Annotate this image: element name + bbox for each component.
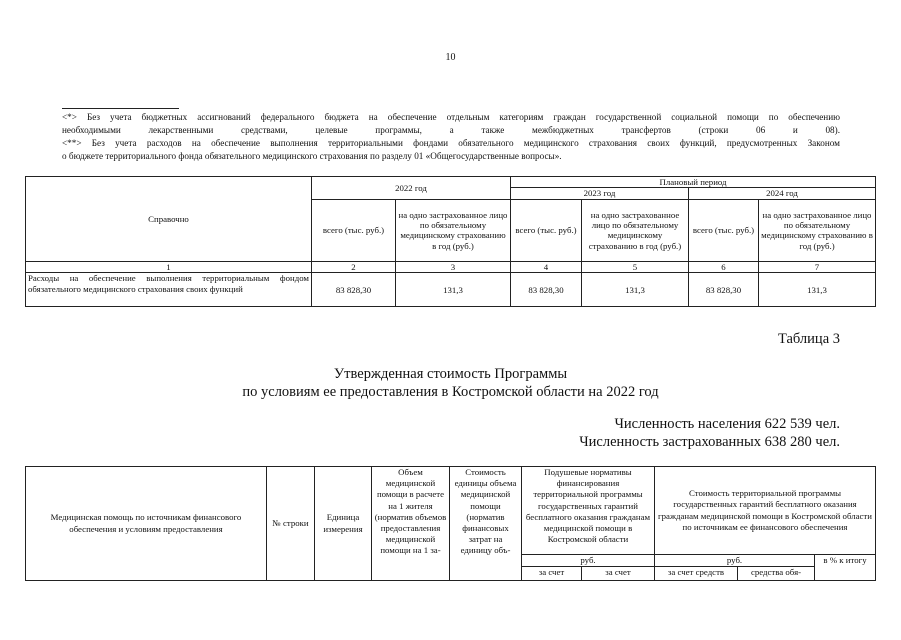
header-at-expense-funds: за счет средств — [655, 567, 738, 581]
ref-header-planned: Плановый период — [511, 177, 876, 188]
ref-col-number: 4 — [511, 261, 582, 272]
ref-header-label: Справочно — [26, 177, 312, 262]
ref-header-total-2022: всего (тыс. руб.) — [312, 199, 396, 261]
header-at-expense-1: за счет — [522, 567, 582, 581]
ref-cell-per-insured-2024: 131,3 — [759, 273, 876, 307]
footnote-2-line-2: о бюджете территориального фонда обязательного медицинского страхования по разделу 01 «Общегосударственные вопросы». — [62, 151, 562, 161]
page-number: 10 — [445, 52, 456, 63]
header-percent-total: в % к итогу — [815, 555, 876, 581]
ref-header-total-2023: всего (тыс. руб.) — [511, 199, 582, 261]
header-row-number: № строки — [267, 467, 315, 581]
ref-header-2024: 2024 год — [689, 188, 876, 199]
ref-col-number: 5 — [582, 261, 689, 272]
footnote-2-line-1: <**> Без учета расходов на обеспечение выполнения территориальными фондами обязательного медицинского страхования своих функций, предусмотренных Законом — [62, 138, 840, 148]
header-unit-cost: Стоимость единицы объема медицинской помощи (норматив финансовых затрат на единицу объ- — [450, 467, 522, 581]
footnote-1-line-2: необходимыми лекарственными средствами, целевые программы, а также межбюджетных трансфертов (строки 06 и 08). — [62, 125, 840, 135]
ref-header-total-2024: всего (тыс. руб.) — [689, 199, 759, 261]
header-per-capita-norms: Подушевые нормативы финансирования территориальной программы государственных гарантий бесплатного оказания гражданам медицинской помощи в Костромской области — [522, 467, 655, 555]
table-label: Таблица 3 — [777, 331, 840, 347]
header-volume: Объем медицинской помощи в расчете на 1 жителя (норматив объемов предоставления медицинской помощи на 1 за- — [372, 467, 450, 581]
program-cost-table — [25, 466, 876, 581]
ref-cell-per-insured-2022: 131,3 — [396, 273, 511, 307]
ref-row-label: Расходы на обеспечение выполнения территориальным фондом обязательного медицинского страхования своих функций — [26, 273, 312, 307]
ref-header-per-insured-2024: на одно застрахованное лицо по обязательному медицинскому страхованию в год (руб.) — [759, 199, 876, 261]
population-count: Численность населения 622 539 чел. — [614, 416, 840, 432]
ref-col-number: 1 — [26, 261, 312, 272]
ref-col-number: 3 — [396, 261, 511, 272]
ref-cell-total-2024: 83 828,30 — [689, 273, 759, 307]
ref-cell-total-2022: 83 828,30 — [312, 273, 396, 307]
reference-table — [25, 176, 876, 307]
ref-header-2022: 2022 год — [312, 177, 511, 200]
table-title-line-2: по условиям ее предоставления в Костромской области на 2022 год — [242, 384, 659, 400]
header-medical-care: Медицинская помощь по источникам финансового обеспечения и условиям предоставления — [26, 467, 267, 581]
header-at-expense-2: за счет — [582, 567, 655, 581]
header-funds-mandatory: средства обя- — [738, 567, 815, 581]
footnote-divider — [62, 108, 179, 109]
header-unit: Единица измерения — [315, 467, 372, 581]
insured-count: Численность застрахованных 638 280 чел. — [579, 434, 840, 450]
footnote-1-line-1: <*> Без учета бюджетных ассигнований федерального бюджета на обеспечение отдельным категориям граждан государственной социальной помощи по обеспечению — [62, 112, 840, 122]
ref-cell-total-2023: 83 828,30 — [511, 273, 582, 307]
ref-col-number: 7 — [759, 261, 876, 272]
header-program-cost: Стоимость территориальной программы государственных гарантий бесплатного оказания гражданам медицинской помощи в Костромской области по источникам ее финансового обеспечения — [655, 467, 876, 555]
header-rub-cost: руб. — [655, 555, 815, 567]
ref-header-per-insured-2023: на одно застрахованное лицо по обязательному медицинскому страхованию в год (руб.) — [582, 199, 689, 261]
ref-cell-per-insured-2023: 131,3 — [582, 273, 689, 307]
ref-header-2023: 2023 год — [511, 188, 689, 199]
table-title-line-1: Утвержденная стоимость Программы — [333, 366, 568, 382]
ref-header-per-insured-2022: на одно застрахованное лицо по обязательному медицинскому страхованию в год (руб.) — [396, 199, 511, 261]
header-rub-per-capita: руб. — [522, 555, 655, 567]
ref-col-number: 6 — [689, 261, 759, 272]
ref-col-number: 2 — [312, 261, 396, 272]
